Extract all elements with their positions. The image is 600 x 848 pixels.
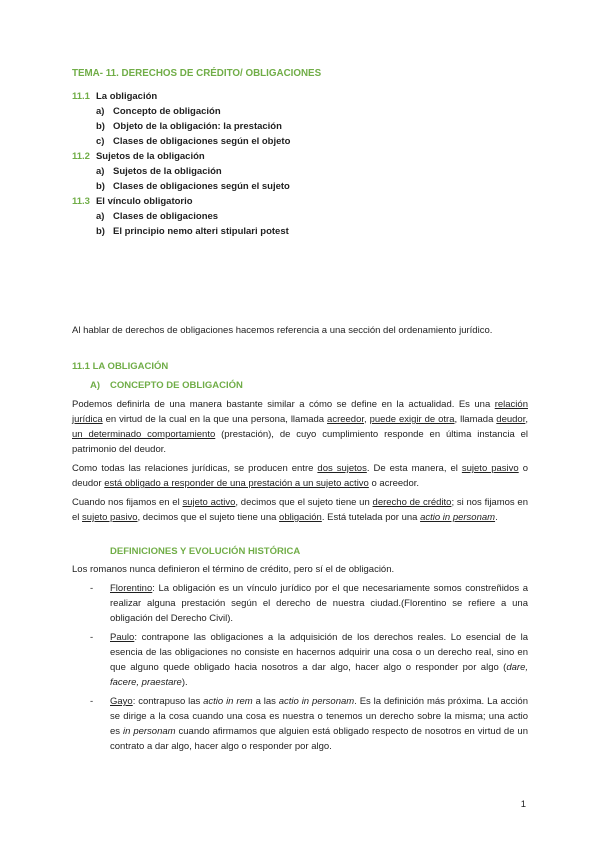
toc-section-label: La obligación [95,91,158,102]
toc-section-number: 11.1 [72,91,90,102]
toc-item-label: Clases de obligaciones [113,211,219,222]
text-run: sujeto activo [182,497,236,508]
text-run: , llamada [454,414,497,425]
text-run: , [525,414,528,425]
text-run: actio in personam [278,696,355,707]
toc-section-heading [72,89,528,104]
text-run: actio in personam [420,512,496,523]
text-run: . Está tutelada por una [321,512,421,523]
doc-title: TEMA- 11. DERECHOS DE CRÉDITO/ OBLIGACIONES [72,68,322,79]
list-item-text [110,694,528,754]
list-item-gayo [72,694,528,754]
text-run: Podemos definirla de una manera bastante similar a cómo se define en la actualidad. Es una [72,399,495,410]
toc-item [72,119,528,134]
text-run: Gayo [110,696,133,707]
minor-heading: DEFINICIONES Y EVOLUCIÓN HISTÓRICA [110,546,301,557]
dash-bullet: - [90,583,94,594]
list-item-text [110,581,528,626]
subsection-label: CONCEPTO DE OBLIGACIÓN [110,380,243,391]
dash-bullet: - [90,632,94,643]
toc-item-label: Concepto de obligación [113,106,221,117]
page-number: 1 [520,799,526,810]
toc-item [72,224,528,239]
toc-item-marker: a) [96,106,105,117]
text-run: , [364,414,370,425]
toc-item-label: Clases de obligaciones según el sujeto [113,181,290,192]
text-run: a las [252,696,279,707]
text-run: . De esta manera, el [366,463,462,474]
toc-section-heading [72,194,528,209]
text-run: , decimos que el sujeto tiene un [235,497,373,508]
text-run: un determinado comportamiento [72,429,216,440]
text-run: o acreedor. [368,478,420,489]
toc-section-label: Sujetos de la obligación [95,151,205,162]
list-item-florentino [72,581,528,626]
text-run: actio in rem [203,696,253,707]
romans-paragraph: Los romanos nunca definieron el término de crédito, pero sí el de obligación. [72,564,395,575]
toc-item-label: Clases de obligaciones según el objeto [113,136,291,147]
subsection-marker: A) [90,380,101,391]
text-run: ). [181,677,188,688]
text-run: sujeto pasivo [82,512,138,523]
text-run: cuando afirmamos que alguien está obligado respecto de nosotros en virtud de un contrato a dar algo, hacer algo o responder por algo. [110,726,528,752]
text-run: in personam [122,726,176,737]
dash-bullet: - [90,696,94,707]
intro-paragraph: Al hablar de derechos de obligaciones hacemos referencia a una sección del ordenamiento jurídico. [72,325,493,336]
text-run: obligación [279,512,322,523]
toc-item-marker: c) [96,136,105,147]
toc-section [72,89,528,149]
toc-item-marker: a) [96,166,105,177]
toc-section-number: 11.3 [72,196,90,207]
text-run: o deudor [72,463,528,489]
text-run: sujeto pasivo [461,463,519,474]
section-heading: 11.1 LA OBLIGACIÓN [72,361,169,372]
toc-item-label: El principio nemo alteri stipulari potest [113,226,289,237]
toc-item [72,179,528,194]
toc-section [72,149,528,194]
toc-item-label: Objeto de la obligación: la prestación [113,121,282,132]
text-run: dos sujetos [317,463,367,474]
text-run: puede exigir de otra [369,414,455,425]
toc-item-marker: a) [96,211,105,222]
text-run: Paulo [110,632,135,643]
toc-section-label: El vínculo obligatorio [95,196,193,207]
toc-item-marker: b) [96,121,105,132]
subsection-heading [72,378,528,393]
toc-item [72,164,528,179]
toc-item [72,134,528,149]
text-run: dare, facere, praestare [110,662,528,688]
text-run: Cuando nos fijamos en el [72,497,183,508]
toc-item [72,104,528,119]
toc-section-number: 11.2 [72,151,90,162]
text-run: : La obligación es un vínculo jurídico por el que necesariamente somos constreñidos a realizar alguna prestación según el derecho de nuestra ciudad.(Florentino se refiere a una obligación del Derecho Civil). [110,583,528,624]
toc-item-marker: b) [96,181,105,192]
toc-item-label: Sujetos de la obligación [113,166,222,177]
text-run: : contrapone las obligaciones a la adquisición de los derechos reales. Lo esencial de la esencia de las obligaciones no consiste en hacernos adquirir una cosa o un derecho real, sino en que alguno quede obligado hacia nosotros a dar algo, hacer algo o responder por algo ( [110,632,528,673]
text-run: . Es la definición más próxima. La acción se dirige a la cosa cuando una cosa es nuestra o tenemos un derecho sobre la misma; una actio es [110,696,528,737]
text-run: (prestación), de cuyo cumplimiento responde en última instancia el patrimonio del deudor. [72,429,529,455]
toc-item [72,209,528,224]
text-run: Como todas las relaciones jurídicas, se producen entre [72,463,318,474]
toc-item-marker: b) [96,226,105,237]
list-item-paulo [72,630,528,690]
text-run: , decimos que el sujeto tiene una [137,512,280,523]
paragraph-concepto-1 [72,397,528,457]
text-run: derecho de crédito [372,497,452,508]
text-run: acreedor [327,414,365,425]
text-run: : contrapuso las [132,696,204,707]
text-run: está obligado a responder de una prestación a un sujeto activo [104,478,369,489]
text-run: en virtud de la cual en la que una persona, llamada [102,414,328,425]
list-item-text [110,630,528,690]
text-run: relación jurídica [72,399,528,425]
toc-section [72,194,528,239]
text-run: . [495,512,498,523]
text-run: Florentino [110,583,153,594]
text-run: deudor [496,414,526,425]
table-of-contents [72,89,528,239]
definitions-list [72,581,528,754]
text-run: ; si nos fijamos en el [72,497,528,523]
paragraph-concepto-2 [72,461,528,491]
toc-section-heading [72,149,528,164]
paragraph-concepto-3 [72,495,528,525]
